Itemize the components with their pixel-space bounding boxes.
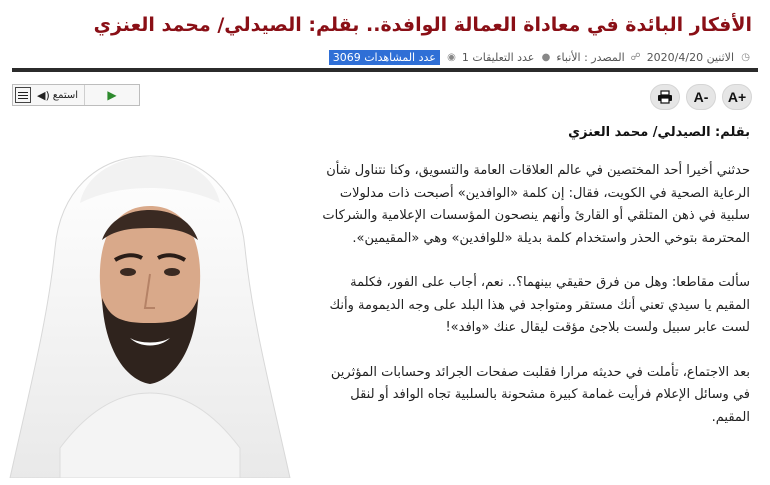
font-decrease-button[interactable]: A- (686, 84, 716, 110)
article-title: الأفكار البائدة في معاداة العمالة الوافدة.. بقلم: الصيدلي/ محمد العنزي (93, 14, 752, 36)
article-source: المصدر : الأنباء (556, 51, 625, 64)
article-paragraph: حدثني أخيرا أحد المختصين في عالم العلاقات العامة والتسويق، وكنا نتناول شأن الرعاية الصحية في الكويت، فقال: إن كلمة «الوافدين» أصبحت ذات مدلولات سلبية في ذهن المتلقي أو القارئ وأنهم ينصحون المؤسسات الإعلامية والشركات المحترمة بتوخي الحذر واستخدام كلمة بديلة «للوافدين» وهي «المقيمين». (322, 163, 750, 246)
listen-label: استمع (52, 89, 79, 101)
print-button[interactable] (650, 84, 680, 110)
play-button[interactable] (85, 88, 139, 102)
clock-icon: ◷ (741, 51, 750, 63)
article-body (322, 160, 750, 451)
article-byline: بقلم: الصيدلي/ محمد العنزي (568, 125, 750, 140)
printer-icon (657, 90, 673, 104)
player-menu-icon[interactable] (15, 87, 31, 103)
article-paragraph: بعد الاجتماع، تأملت في حديثه مرارا فقلبت صفحات الجرائد وحسابات المؤثرين في وسائل الإعلام فرأيت غمامة كبيرة مشحونة بالسلبية تجاه الوافد أو لنقل المقيم. (330, 364, 750, 425)
speaker-icon: ◀) (37, 88, 50, 102)
author-photo (0, 148, 300, 478)
comment-icon: ● (541, 51, 551, 63)
article-tools (650, 84, 752, 110)
article-paragraph: سألت مقاطعا: وهل من فرق حقيقي بينهما؟.. نعم، أجاب على الفور، فكلمة المقيم يا سيدي تعني أنك مستقر ومتواجد في هذا البلد على وجه الديمومة وأنك لست عابر سبيل ولست بلاجئ مؤقت ليقال عنك «وافد»! (329, 275, 750, 335)
views-count: عدد المشاهدات 3069 (329, 50, 440, 65)
play-icon: ▶ (107, 88, 117, 102)
article-date: الاثنين 2020/4/20 (646, 51, 734, 64)
listen-button[interactable] (31, 85, 85, 105)
article-meta (10, 50, 750, 65)
eye-icon: ◉ (447, 51, 456, 63)
comments-count[interactable]: عدد التعليقات 1 (461, 51, 535, 64)
source-icon: ☍ (630, 51, 641, 63)
header-divider (12, 68, 758, 72)
font-increase-button[interactable]: A+ (722, 84, 752, 110)
audio-player (12, 84, 140, 106)
